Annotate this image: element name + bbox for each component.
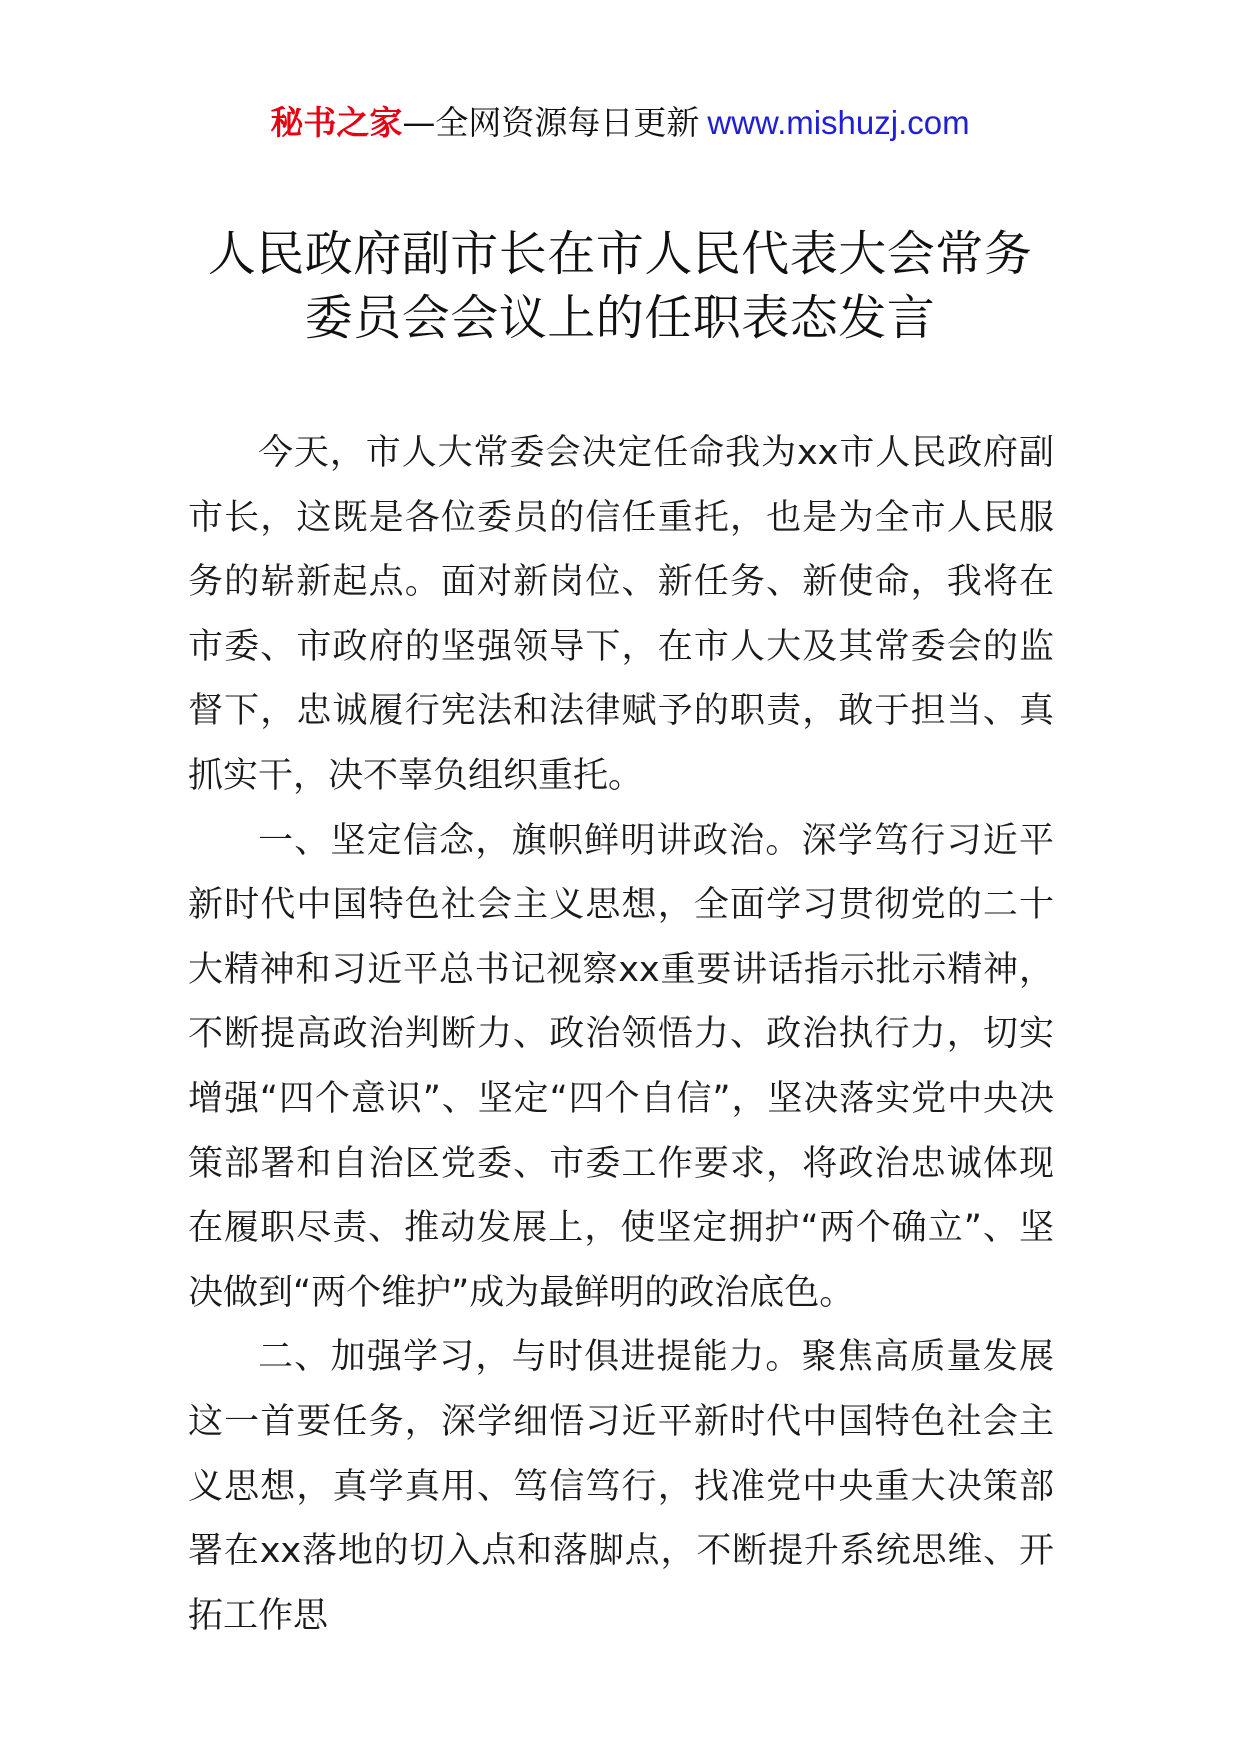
site-url-link[interactable]: www.mishuzj.com bbox=[707, 104, 970, 141]
document-title: 人民政府副市长在市人民代表大会常务委员会会议上的任职表态发言 bbox=[207, 226, 1033, 346]
paragraph-intro: 今天，市人大常委会决定任命我为xx市人民政府副市长，这既是各位委员的信任重托，也是为全市人民服务的崭新起点。面对新岗位、新任务、新使命，我将在市委、市政府的坚强领导下，在市人大及其常委会的监督下，忠诚履行宪法和法律赋予的职责，敢于担当、真抓实干，决不辜负组织重托。 bbox=[188, 433, 1054, 796]
document-body bbox=[188, 421, 1054, 1648]
paragraph-section-1: 一、坚定信念，旗帜鲜明讲政治。深学笃行习近平新时代中国特色社会主义思想，全面学习贯彻党的二十大精神和习近平总书记视察xx重要讲话指示批示精神，不断提高政治判断力、政治领悟力、政治执行力，切实增强“四个意识”、坚定“四个自信”，坚决落实党中央决策部署和自治区党委、市委工作要求，将政治忠诚体现在履职尽责、推动发展上，使坚定拥护“两个确立”、坚决做到“两个维护”成为最鲜明的政治底色。 bbox=[188, 820, 1054, 1313]
site-header bbox=[0, 100, 1240, 146]
site-brand: 秘书之家 bbox=[270, 103, 403, 142]
paragraph-section-2: 二、加强学习，与时俱进提能力。聚焦高质量发展这一首要任务，深学细悟习近平新时代中国特色社会主义思想，真学真用、笃信笃行，找准党中央重大决策部署在xx落地的切入点和落脚点，不断提升系统思维、开拓工作思 bbox=[188, 1337, 1054, 1636]
site-slogan: —全网资源每日更新 bbox=[402, 103, 700, 142]
